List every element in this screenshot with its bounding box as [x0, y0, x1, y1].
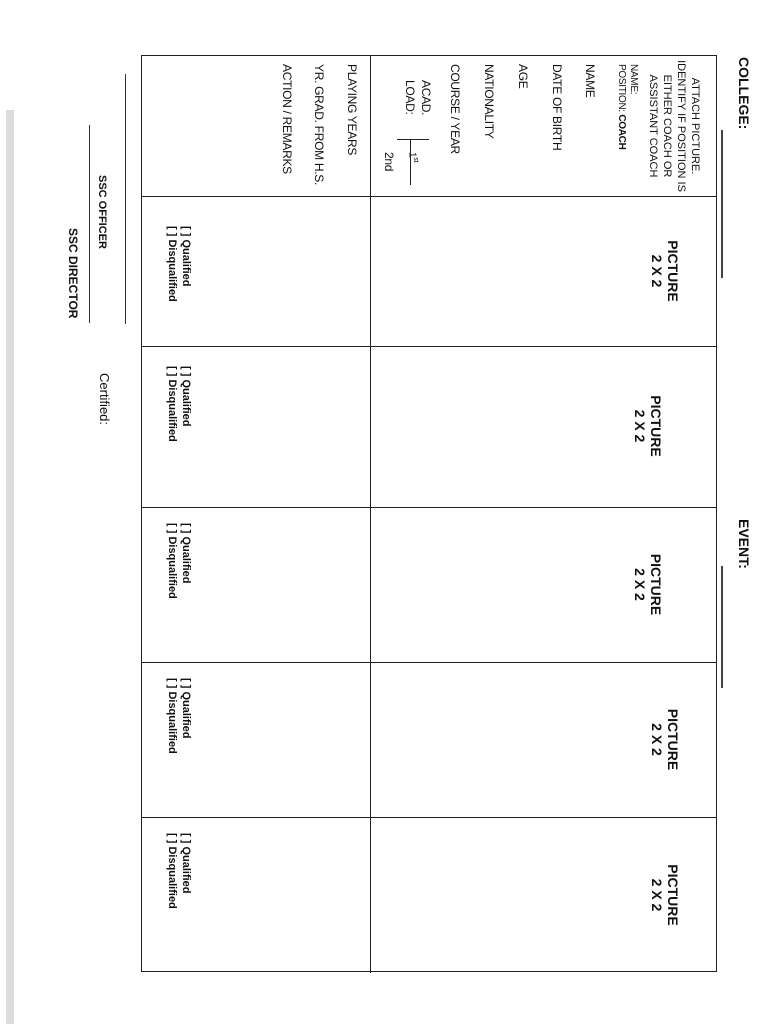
load-label: LOAD: [403, 80, 417, 115]
picture-placeholder-3[interactable]: PICTURE 2 X 2 [632, 553, 664, 616]
nationality-label: NATIONALITY [482, 64, 496, 139]
event-label: EVENT: [736, 519, 752, 569]
column-divider [142, 507, 716, 508]
qualified-checkbox-4[interactable]: [ ] Qualified [180, 678, 192, 739]
age-label: AGE [516, 64, 530, 89]
name-label: NAME [583, 64, 597, 98]
second-sem-label: 2nd [382, 152, 396, 172]
acad-load-separator [397, 139, 429, 140]
picture-placeholder-4[interactable]: PICTURE 2 X 2 [649, 708, 681, 771]
yr-grad-label: YR. GRAD. FROM H.S. [312, 64, 326, 185]
ssc-officer-label: SSC OFFICER [96, 175, 108, 249]
acad-load-divider [410, 139, 411, 185]
disqualified-checkbox-5[interactable]: [ ] Disqualified [166, 833, 178, 909]
ssc-officer-signature-line[interactable] [125, 74, 126, 324]
disqualified-checkbox-4[interactable]: [ ] Disqualified [166, 678, 178, 754]
picture-placeholder-2[interactable]: PICTURE 2 X 2 [632, 395, 664, 457]
disqualified-checkbox-3[interactable]: [ ] Disqualified [166, 523, 178, 599]
name-small-label: NAME: [628, 64, 639, 95]
disqualified-checkbox-1[interactable]: [ ] Disqualified [166, 226, 178, 302]
disqualified-checkbox-2[interactable]: [ ] Disqualified [166, 366, 178, 442]
event-field-line[interactable] [721, 566, 723, 688]
registration-form-table [141, 55, 717, 972]
action-remarks-label: ACTION / REMARKS [280, 64, 294, 174]
qualified-checkbox-5[interactable]: [ ] Qualified [180, 833, 192, 894]
picture-placeholder-5[interactable]: PICTURE 2 X 2 [649, 864, 681, 926]
qualified-checkbox-3[interactable]: [ ] Qualified [180, 523, 192, 584]
ssc-director-label: SSC DIRECTOR [66, 228, 80, 319]
column-divider [142, 817, 716, 818]
position-label: POSITION: COACH [616, 64, 627, 150]
attach-picture-instructions: ATTACH PICTURE. IDENTIFY IF POSITION IS EITHER COACH OR ASSISTANT COACH [647, 60, 701, 192]
qualified-checkbox-1[interactable]: [ ] Qualified [180, 226, 192, 287]
row-divider [370, 56, 371, 973]
acad-label: ACAD. [419, 80, 433, 116]
column-divider [142, 196, 716, 197]
playing-years-label: PLAYING YEARS [345, 64, 359, 156]
first-sem-label: 1st [406, 152, 419, 163]
certified-label: Certified: [97, 373, 112, 426]
date-of-birth-label: DATE OF BIRTH [550, 64, 564, 151]
picture-placeholder-1[interactable]: PICTURE 2 X 2 [649, 240, 681, 302]
course-year-label: COURSE / YEAR [448, 64, 462, 154]
college-field-line[interactable] [721, 130, 723, 278]
ssc-director-signature-line[interactable] [89, 125, 90, 323]
college-label: COLLEGE: [736, 57, 752, 130]
qualified-checkbox-2[interactable]: [ ] Qualified [180, 366, 192, 427]
column-divider [142, 346, 716, 347]
column-divider [142, 662, 716, 663]
